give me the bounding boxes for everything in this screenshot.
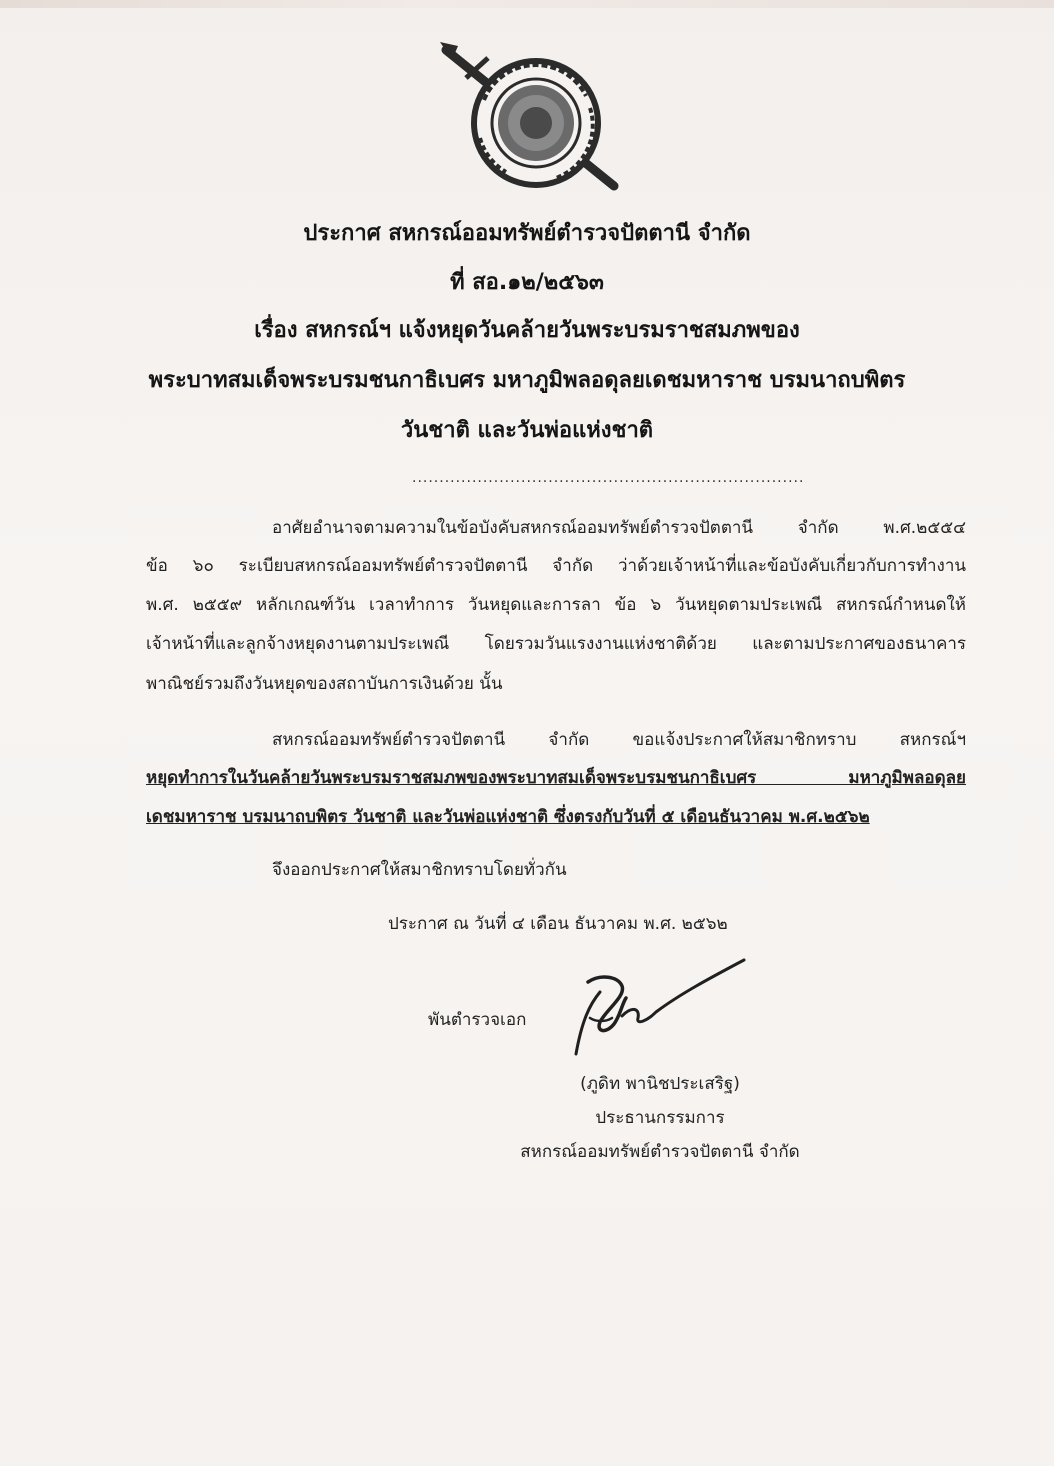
- signer-organization: สหกรณ์ออมทรัพย์ตำรวจปัตตานี จำกัด: [520, 1142, 800, 1162]
- subject-line-3: วันชาติ และวันพ่อแห่งชาติ: [400, 418, 654, 443]
- para2-line-1: สหกรณ์ออมทรัพย์ตำรวจปัตตานี จำกัด ขอแจ้งประกาศให้สมาชิกทราบ สหกรณ์ฯ: [272, 730, 966, 750]
- para1-line-3: พ.ศ. ๒๕๕๙ หลักเกณฑ์วัน เวลาทำการ วันหยุดและการลา ข้อ ๖ วันหยุดตามประเพณี สหกรณ์กำหนดให้: [146, 595, 966, 615]
- separator-dots: ........................................................................: [412, 470, 805, 486]
- para1-line-5: พาณิชย์รวมถึงวันหยุดของสถาบันการเงินด้วย นั้น: [146, 674, 503, 694]
- para1-line-4: เจ้าหน้าที่และลูกจ้างหยุดงานตามประเพณี โดยรวมวันแรงงานแห่งชาติด้วย และตามประกาศของธนาคาร: [146, 634, 966, 654]
- announcement-number: ที่ สอ.๑๒/๒๕๖๓: [450, 270, 604, 295]
- announcement-title: ประกาศ สหกรณ์ออมทรัพย์ตำรวจปัตตานี จำกัด: [303, 221, 751, 246]
- police-cooperative-seal-icon: [436, 38, 626, 198]
- paper-top-edge: [0, 0, 1054, 8]
- announcement-date: ประกาศ ณ วันที่ ๔ เดือน ธันวาคม พ.ศ. ๒๕๖๒: [388, 914, 728, 934]
- handwritten-signature-icon: [560, 950, 760, 1060]
- para2-line-3: เดชมหาราช บรมนาถบพิตร วันชาติ และวันพ่อแห่งชาติ ซึ่งตรงกับวันที่ ๕ เดือนธันวาคม พ.ศ.๒๕๖๒: [146, 807, 870, 827]
- para2-line-2: หยุดทำการในวันคล้ายวันพระบรมราชสมภพของพระบาทสมเด็จพระบรมชนกาธิเบศร มหาภูมิพลอดุลย: [146, 768, 966, 788]
- para1-line-1: อาศัยอำนาจตามความในข้อบังคับสหกรณ์ออมทรัพย์ตำรวจปัตตานี จำกัด พ.ศ.๒๕๕๔: [272, 518, 966, 538]
- para1-line-2: ข้อ ๖๐ ระเบียบสหกรณ์ออมทรัพย์ตำรวจปัตตานี จำกัด ว่าด้วยเจ้าหน้าที่และข้อบังคับเกี่ยวกับการทำงาน: [146, 556, 966, 576]
- signer-rank: พันตำรวจเอก: [428, 1010, 527, 1030]
- subject-line-2: พระบาทสมเด็จพระบรมชนกาธิเบศร มหาภูมิพลอดุลยเดชมหาราช บรมนาถบพิตร: [148, 368, 906, 393]
- signer-position: ประธานกรรมการ: [595, 1108, 725, 1128]
- subject-line-1: เรื่อง สหกรณ์ฯ แจ้งหยุดวันคล้ายวันพระบรมราชสมภพของ: [254, 318, 800, 343]
- signer-name: (ภูดิท พานิชประเสริฐ): [580, 1074, 740, 1094]
- closing-statement: จึงออกประกาศให้สมาชิกทราบโดยทั่วกัน: [272, 860, 567, 880]
